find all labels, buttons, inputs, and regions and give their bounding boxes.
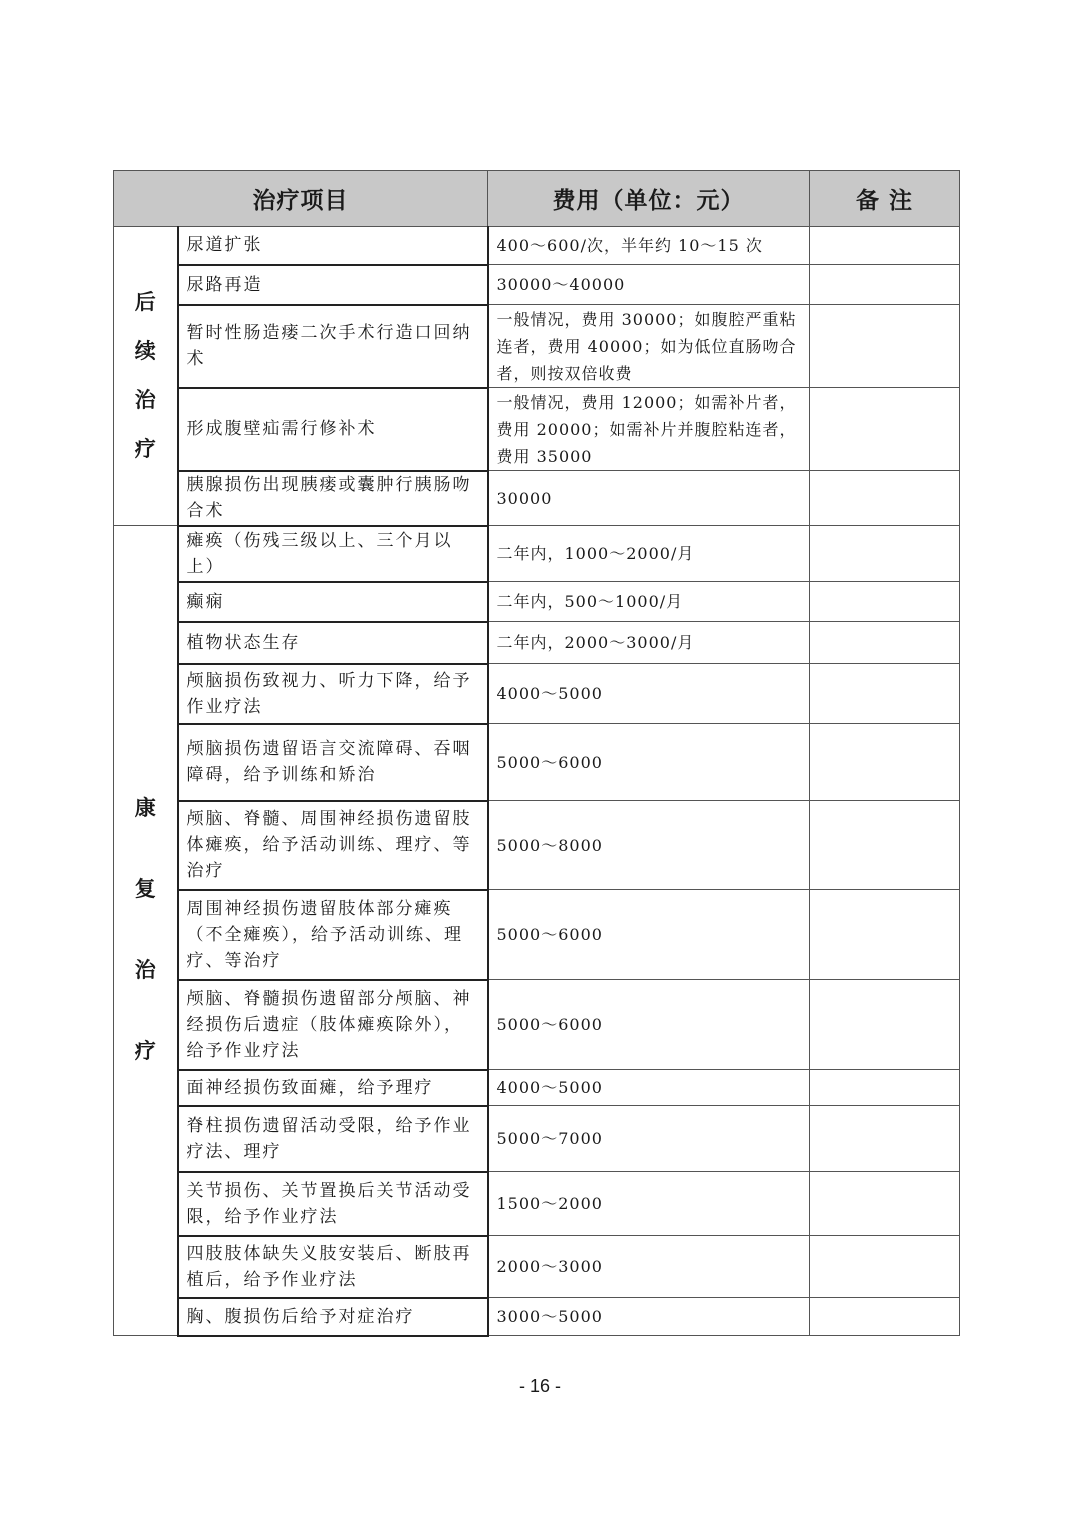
item-cell: 颅脑损伤致视力、听力下降，给予作业疗法 bbox=[178, 664, 488, 724]
item-cell: 尿路再造 bbox=[178, 265, 488, 305]
table-row bbox=[114, 1172, 960, 1236]
note-cell bbox=[810, 1298, 960, 1336]
table-row bbox=[114, 471, 960, 526]
item-cell: 四肢肢体缺失义肢安装后、断肢再植后，给予作业疗法 bbox=[178, 1236, 488, 1298]
table-row bbox=[114, 622, 960, 664]
table-row bbox=[114, 1106, 960, 1172]
fee-cell: 30000 bbox=[488, 471, 810, 526]
note-cell bbox=[810, 471, 960, 526]
table-row bbox=[114, 664, 960, 724]
note-cell bbox=[810, 664, 960, 724]
table-row bbox=[114, 265, 960, 305]
item-cell: 关节损伤、关节置换后关节活动受限，给予作业疗法 bbox=[178, 1172, 488, 1236]
category-rehabilitation-treatment: 康 复 治 疗 bbox=[114, 526, 178, 1336]
item-cell: 胸、腹损伤后给予对症治疗 bbox=[178, 1298, 488, 1336]
item-cell: 颅脑、脊髓损伤遗留部分颅脑、神经损伤后遗症（肢体瘫痪除外），给予作业疗法 bbox=[178, 980, 488, 1070]
table-row bbox=[114, 227, 960, 265]
table-row bbox=[114, 1236, 960, 1298]
header-fee: 费用（单位：元） bbox=[488, 171, 810, 227]
item-cell: 颅脑、脊髓、周围神经损伤遗留肢体瘫痪，给予活动训练、理疗、等治疗 bbox=[178, 801, 488, 890]
fee-cell: 一般情况，费用 30000；如腹腔严重粘连者，费用 40000；如为低位直肠吻合者，则按双倍收费 bbox=[488, 305, 810, 388]
note-cell bbox=[810, 305, 960, 388]
item-cell: 植物状态生存 bbox=[178, 622, 488, 664]
item-cell: 脊柱损伤遗留活动受限，给予作业疗法、理疗 bbox=[178, 1106, 488, 1172]
fee-cell: 4000～5000 bbox=[488, 1070, 810, 1106]
note-cell bbox=[810, 1172, 960, 1236]
note-cell bbox=[810, 388, 960, 471]
fee-cell: 一般情况，费用 12000；如需补片者，费用 20000；如需补片并腹腔粘连者，费用 35000 bbox=[488, 388, 810, 471]
note-cell bbox=[810, 980, 960, 1070]
table-row bbox=[114, 305, 960, 388]
item-cell: 癫痫 bbox=[178, 582, 488, 622]
note-cell bbox=[810, 1106, 960, 1172]
item-cell: 周围神经损伤遗留肢体部分瘫痪（不全瘫痪），给予活动训练、理疗、等治疗 bbox=[178, 890, 488, 980]
fee-cell: 3000～5000 bbox=[488, 1298, 810, 1336]
table-row bbox=[114, 890, 960, 980]
fee-cell: 5000～6000 bbox=[488, 980, 810, 1070]
note-cell bbox=[810, 1070, 960, 1106]
category-followup-treatment: 后 续 治 疗 bbox=[114, 227, 178, 526]
note-cell bbox=[810, 801, 960, 890]
note-cell bbox=[810, 265, 960, 305]
fee-cell: 5000～8000 bbox=[488, 801, 810, 890]
note-cell bbox=[810, 1236, 960, 1298]
page-number: - 16 - bbox=[518, 1376, 561, 1396]
note-cell bbox=[810, 526, 960, 582]
note-cell bbox=[810, 582, 960, 622]
fee-cell: 2000～3000 bbox=[488, 1236, 810, 1298]
note-cell bbox=[810, 227, 960, 265]
header-note: 备 注 bbox=[810, 171, 960, 227]
fee-cell: 30000～40000 bbox=[488, 265, 810, 305]
table-row bbox=[114, 1298, 960, 1336]
fee-cell: 二年内，2000～3000/月 bbox=[488, 622, 810, 664]
note-cell bbox=[810, 724, 960, 801]
header-row bbox=[114, 171, 960, 227]
table-row bbox=[114, 801, 960, 890]
item-cell: 形成腹壁疝需行修补术 bbox=[178, 388, 488, 471]
fee-cell: 5000～6000 bbox=[488, 890, 810, 980]
table-row bbox=[114, 724, 960, 801]
table-row bbox=[114, 1070, 960, 1106]
item-cell: 尿道扩张 bbox=[178, 227, 488, 265]
item-cell: 胰腺损伤出现胰瘘或囊肿行胰肠吻合术 bbox=[178, 471, 488, 526]
table-row bbox=[114, 582, 960, 622]
item-cell: 瘫痪（伤残三级以上、三个月以上） bbox=[178, 526, 488, 582]
item-cell: 颅脑损伤遗留语言交流障碍、吞咽障碍，给予训练和矫治 bbox=[178, 724, 488, 801]
fee-table bbox=[113, 170, 960, 1337]
fee-cell: 5000～6000 bbox=[488, 724, 810, 801]
item-cell: 暂时性肠造瘘二次手术行造口回纳术 bbox=[178, 305, 488, 388]
note-cell bbox=[810, 622, 960, 664]
table-row bbox=[114, 388, 960, 471]
table-row bbox=[114, 526, 960, 582]
fee-cell: 二年内，500～1000/月 bbox=[488, 582, 810, 622]
fee-cell: 5000～7000 bbox=[488, 1106, 810, 1172]
fee-cell: 400～600/次，半年约 10～15 次 bbox=[488, 227, 810, 265]
fee-cell: 4000～5000 bbox=[488, 664, 810, 724]
fee-cell: 二年内，1000～2000/月 bbox=[488, 526, 810, 582]
header-item: 治疗项目 bbox=[114, 171, 488, 227]
note-cell bbox=[810, 890, 960, 980]
fee-cell: 1500～2000 bbox=[488, 1172, 810, 1236]
item-cell: 面神经损伤致面瘫，给予理疗 bbox=[178, 1070, 488, 1106]
table-row bbox=[114, 980, 960, 1070]
